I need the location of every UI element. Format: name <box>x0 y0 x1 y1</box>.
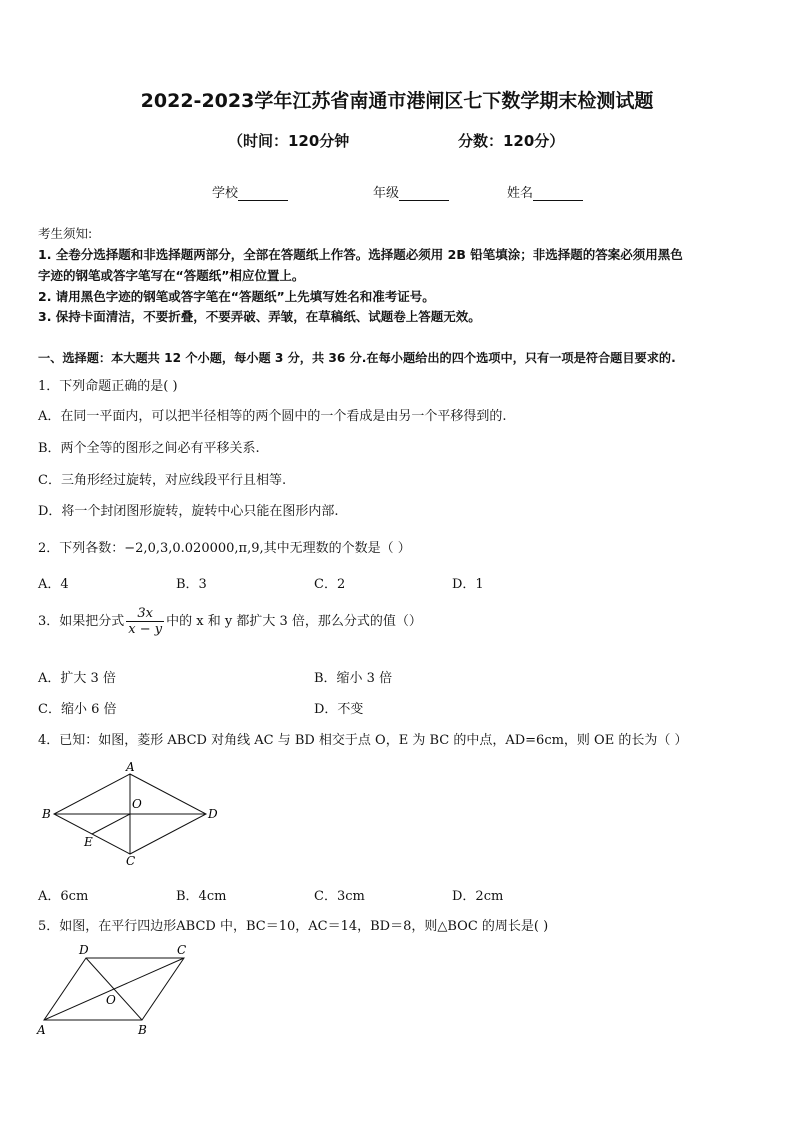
q3-option-a: A．扩大 3 倍 <box>38 671 116 686</box>
q3-option-c: C．缩小 6 倍 <box>38 702 117 717</box>
notice-item-1-line-1: 1. 全卷分选择题和非选择题两部分，全部在答题纸上作答。选择题必须用 2B 铅笔填涂；非选择题的答案必须用黑色 <box>38 247 683 262</box>
school-field <box>212 182 288 201</box>
q4-label-b: B <box>42 807 51 821</box>
notice-heading: 考生须知: <box>38 226 93 241</box>
q4-option-d: D．2cm <box>452 889 504 904</box>
q3-fraction-denominator: x − y <box>128 622 163 637</box>
name-blank <box>533 187 583 201</box>
q4-label-a: A <box>126 760 135 774</box>
q3-option-b: B．缩小 3 倍 <box>314 671 393 686</box>
q4-option-a: A．6cm <box>38 889 89 904</box>
section-1-heading: 一、选择题：本大题共 12 个小题，每小题 3 分，共 36 分.在每小题给出的四个选项中，只有一项是符合题目要求的. <box>38 351 676 365</box>
school-label: 学校 <box>212 186 239 201</box>
q2-option-c: C．2 <box>314 577 346 592</box>
q3-fraction <box>126 606 164 637</box>
q3-stem-pre: 3．如果把分式 <box>38 614 125 629</box>
q1-stem: 1．下列命题正确的是( ) <box>38 379 178 394</box>
q5-label-b: B <box>138 1023 147 1037</box>
name-field <box>507 182 583 201</box>
q3-option-d: D．不变 <box>314 702 364 717</box>
q5-stem: 5．如图，在平行四边形ABCD 中，BC＝10，AC＝14，BD＝8，则△BOC 的周长是( ) <box>38 919 549 934</box>
notice-item-1-line-2: 字迹的钢笔或答字笔写在“答题纸”相应位置上。 <box>38 268 305 283</box>
q4-label-e: E <box>84 835 93 849</box>
page-title: 2022-2023学年江苏省南通市港闸区七下数学期末检测试题 <box>140 90 654 112</box>
q5-label-c: C <box>177 943 187 957</box>
q1-option-b: B．两个全等的图形之间必有平移关系. <box>38 441 260 456</box>
notice-item-2: 2. 请用黑色字迹的钢笔或答字笔在“答题纸”上先填写姓名和准考证号。 <box>38 289 435 304</box>
exam-score: 分数：120分） <box>458 132 565 150</box>
school-blank <box>238 187 288 201</box>
q5-label-a: A <box>37 1023 46 1037</box>
q4-segment-oe <box>92 814 130 834</box>
q4-label-c: C <box>126 854 136 868</box>
grade-blank <box>399 187 449 201</box>
q1-option-c: C．三角形经过旋转，对应线段平行且相等. <box>38 473 287 488</box>
name-label: 姓名 <box>507 186 534 201</box>
q4-option-c: C．3cm <box>314 889 365 904</box>
q3-fraction-numerator: 3x <box>126 606 164 622</box>
q4-label-d: D <box>208 807 218 821</box>
q4-option-b: B．4cm <box>176 889 227 904</box>
q5-diagonal-bd <box>86 958 142 1020</box>
q5-label-d: D <box>79 943 89 957</box>
grade-label: 年级 <box>373 186 400 201</box>
q4-stem: 4．已知：如图，菱形 ABCD 对角线 AC 与 BD 相交于点 O，E 为 BC 的中点，AD=6cm，则 OE 的长为（ ） <box>38 733 688 748</box>
q1-option-d: D．将一个封闭图形旋转，旋转中心只能在图形内部. <box>38 504 339 519</box>
q4-label-o: O <box>132 797 142 811</box>
exam-time: （时间：120分钟 <box>228 132 350 150</box>
q2-option-a: A．4 <box>38 577 69 592</box>
grade-field <box>373 182 449 201</box>
q2-stem: 2．下列各数：−2,0,3,0.020000,π,9,其中无理数的个数是（ ） <box>38 541 411 556</box>
q2-option-d: D．1 <box>452 577 484 592</box>
q5-parallelogram-figure <box>34 942 194 1038</box>
q2-option-b: B．3 <box>176 577 207 592</box>
notice-item-3: 3. 保持卡面清洁，不要折叠，不要弄破、弄皱，在草稿纸、试题卷上答题无效。 <box>38 309 481 324</box>
q5-label-o: O <box>106 993 116 1007</box>
q1-option-a: A．在同一平面内，可以把半径相等的两个圆中的一个看成是由另一个平移得到的. <box>38 409 507 424</box>
q3-stem-post: 中的 x 和 y 都扩大 3 倍，那么分式的值（） <box>166 614 422 629</box>
q3-stem <box>38 606 422 637</box>
q4-rhombus-figure <box>36 760 226 868</box>
